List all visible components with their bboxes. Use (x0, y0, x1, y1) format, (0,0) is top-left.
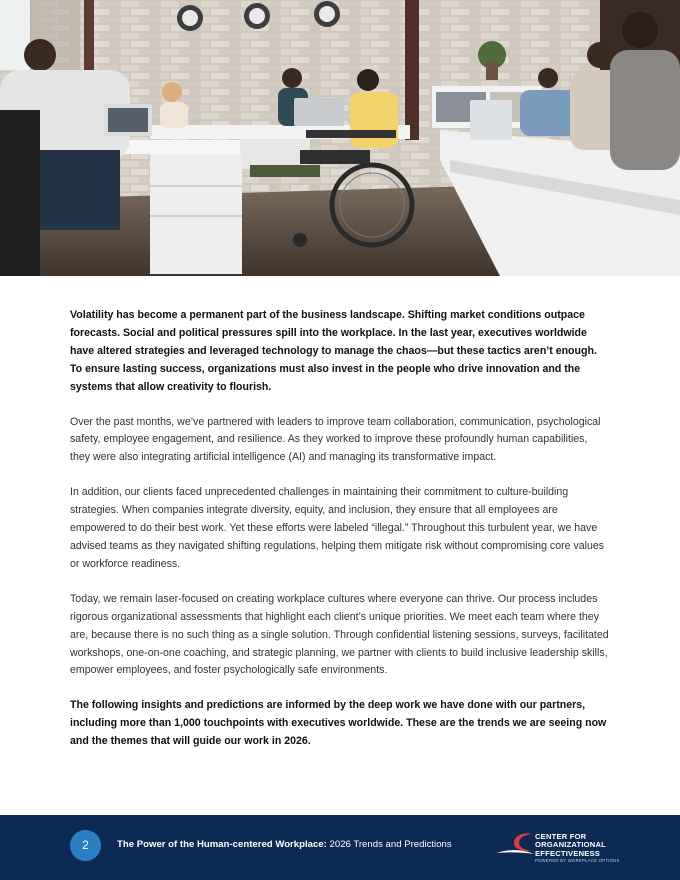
page-footer (0, 815, 680, 880)
page-number-badge: 2 (70, 830, 101, 861)
body-paragraph: In addition, our clients faced unprecedented challenges in maintaining their commitment to culture-building strategies. When companies integrate diversity, equity, and inclusion, they ensure that all employees are empowered to do their best work. Yet these efforts were labeled “illegal.” Throughout this turbulent year, we have advised teams as they navigated shifting regulations, helping them mitigate risk without compromising core values or workforce readiness. (70, 486, 605, 570)
logo-line-1: CENTER FOR (535, 832, 587, 841)
document-title-bold: The Power of the Human-centered Workplace: (117, 839, 327, 850)
closing-paragraph: The following insights and predictions are informed by the deep work we have done with our partners, including more than 1,000 touchpoints with executives worldwide. These are the trends we are seeing now and the themes that will guide our work in 2026. (70, 699, 607, 748)
coe-logo (494, 831, 634, 867)
logo-tagline: POWERED BY WORKPLACE OPTIONS (535, 858, 620, 863)
body-text (70, 307, 610, 768)
document-title (117, 839, 452, 850)
document-title-rest: 2026 Trends and Predictions (326, 839, 452, 850)
body-paragraph: Today, we remain laser-focused on creating workplace cultures where everyone can thrive. Our process includes rigorous organizational assessments that highlight each client’s unique priorities. We meet each team where they are, because there is no such thing as a single solution. Through confidential listening sessions, surveys, facilitated workshops, one-on-one coaching, and strategic planning, we partner with clients to build inclusive leadership skills, empower employees, and foster psychologically safe environments. (70, 592, 609, 677)
logo-line-3: EFFECTIVENESS (535, 848, 601, 858)
intro-paragraph: Volatility has become a permanent part of the business landscape. Shifting market conditions outpace forecasts. Social and political pressures spill into the workplace. In the last year, executives worldwide have altered strategies and leveraged technology to manage the chaos—but these tactics aren’t enough. To ensure lasting success, organizations must also invest in the people who drive innovation and the systems that allow creativity to flourish. (70, 309, 597, 393)
office-photo-icon (0, 0, 680, 276)
body-paragraph: Over the past months, we’ve partnered with leaders to improve team collaboration, communication, psychological safety, employee engagement, and resilience. As they worked to improve these profoundly human capabilities, they were also integrating artificial intelligence (AI) and managing its transformative impact. (70, 415, 601, 464)
logo-line-2: ORGANIZATIONAL (535, 840, 606, 850)
logo-swoosh-icon (494, 831, 536, 859)
hero-photo (0, 0, 680, 276)
